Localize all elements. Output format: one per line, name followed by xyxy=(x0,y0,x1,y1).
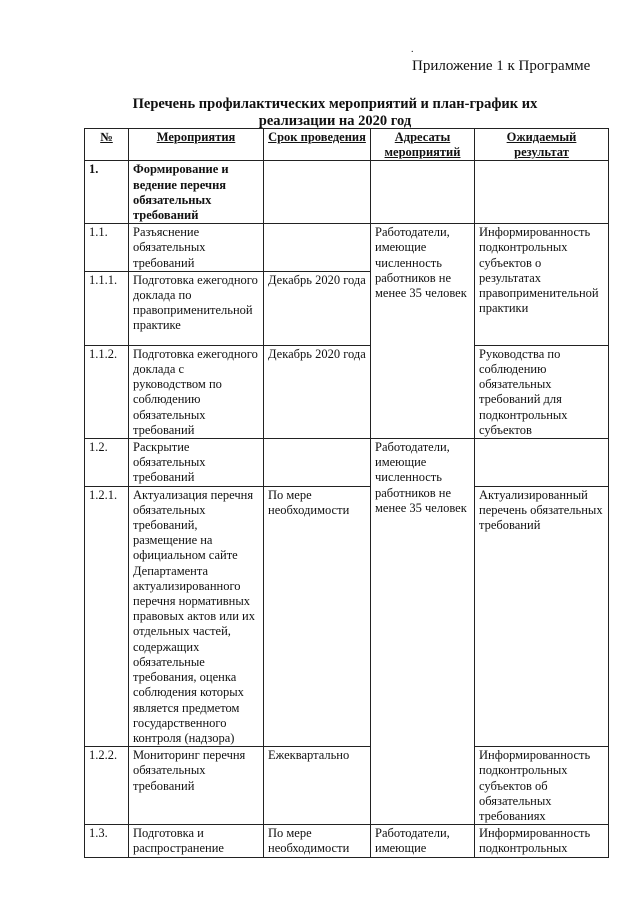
row-num: 1.1.1. xyxy=(85,271,129,345)
row-result: Информированность подконтрольных субъектов об обязательных требованиях xyxy=(475,747,609,825)
row-event: Раскрытие обязательных требований xyxy=(129,439,264,487)
table-row xyxy=(85,486,609,746)
row-result: Информированность подконтрольных субъектов о результатах правоприменительной практики xyxy=(475,224,609,346)
row-addressees: Работодатели, имеющие численность работников не менее 35 человек xyxy=(371,224,475,439)
row-addressees: Работодатели, имеющие xyxy=(371,825,475,857)
table-row xyxy=(85,345,609,438)
table-row xyxy=(85,747,609,825)
row-deadline: По мере необходимости xyxy=(264,825,371,857)
row-event: Актуализация перечня обязательных требований, размещение на официальном сайте Департамента актуализированного перечня нормативных правовых актов или их отдельных частей, содержащих обязательные требования, оценка соблюдения которых является предметом государственного контроля (надзора) xyxy=(129,486,264,746)
row-deadline xyxy=(264,439,371,487)
header-events: Мероприятия xyxy=(129,129,264,161)
table-row xyxy=(85,161,609,224)
row-num: 1.2.1. xyxy=(85,486,129,746)
row-event: Формирование и ведение перечня обязательных требований xyxy=(129,161,264,224)
row-num: 1.2.2. xyxy=(85,747,129,825)
row-result: Информированность подконтрольных xyxy=(475,825,609,857)
document-title-line2: реализации на 2020 год xyxy=(258,113,412,129)
header-num: № xyxy=(85,129,129,161)
row-event: Подготовка ежегодного доклада с руководством по соблюдению обязательных требований xyxy=(129,345,264,438)
row-num: 1.1.2. xyxy=(85,345,129,438)
row-result: Актуализированный перечень обязательных требований xyxy=(475,486,609,746)
document-title-line1: Перечень профилактических мероприятий и план-график их xyxy=(132,96,538,112)
row-num: 1.2. xyxy=(85,439,129,487)
table-row xyxy=(85,825,609,857)
row-num: 1.3. xyxy=(85,825,129,857)
row-addressees xyxy=(371,161,475,224)
row-deadline: Ежеквартально xyxy=(264,747,371,825)
row-deadline: Декабрь 2020 года xyxy=(264,271,371,345)
row-deadline xyxy=(264,161,371,224)
events-table xyxy=(84,128,609,858)
row-event: Подготовка ежегодного доклада по правоприменительной практике xyxy=(129,271,264,345)
row-num: 1. xyxy=(85,161,129,224)
row-event: Подготовка и распространение xyxy=(129,825,264,857)
header-deadline: Срок проведения xyxy=(264,129,371,161)
row-deadline: По мере необходимости xyxy=(264,486,371,746)
row-event: Разъяснение обязательных требований xyxy=(129,224,264,272)
stray-dot: . xyxy=(411,44,414,55)
row-event: Мониторинг перечня обязательных требований xyxy=(129,747,264,825)
row-result xyxy=(475,439,609,487)
table-row xyxy=(85,439,609,487)
row-result xyxy=(475,161,609,224)
appendix-label: Приложение 1 к Программе xyxy=(412,58,591,74)
row-deadline xyxy=(264,224,371,272)
row-deadline: Декабрь 2020 года xyxy=(264,345,371,438)
row-result: Руководства по соблюдению обязательных требований для подконтрольных субъектов xyxy=(475,345,609,438)
table-row xyxy=(85,224,609,272)
header-result: Ожидаемый результат xyxy=(475,129,609,161)
row-addressees: Работодатели, имеющие численность работников не менее 35 человек xyxy=(371,439,475,825)
table-header-row xyxy=(85,129,609,161)
header-addressees: Адресаты мероприятий xyxy=(371,129,475,161)
row-num: 1.1. xyxy=(85,224,129,272)
